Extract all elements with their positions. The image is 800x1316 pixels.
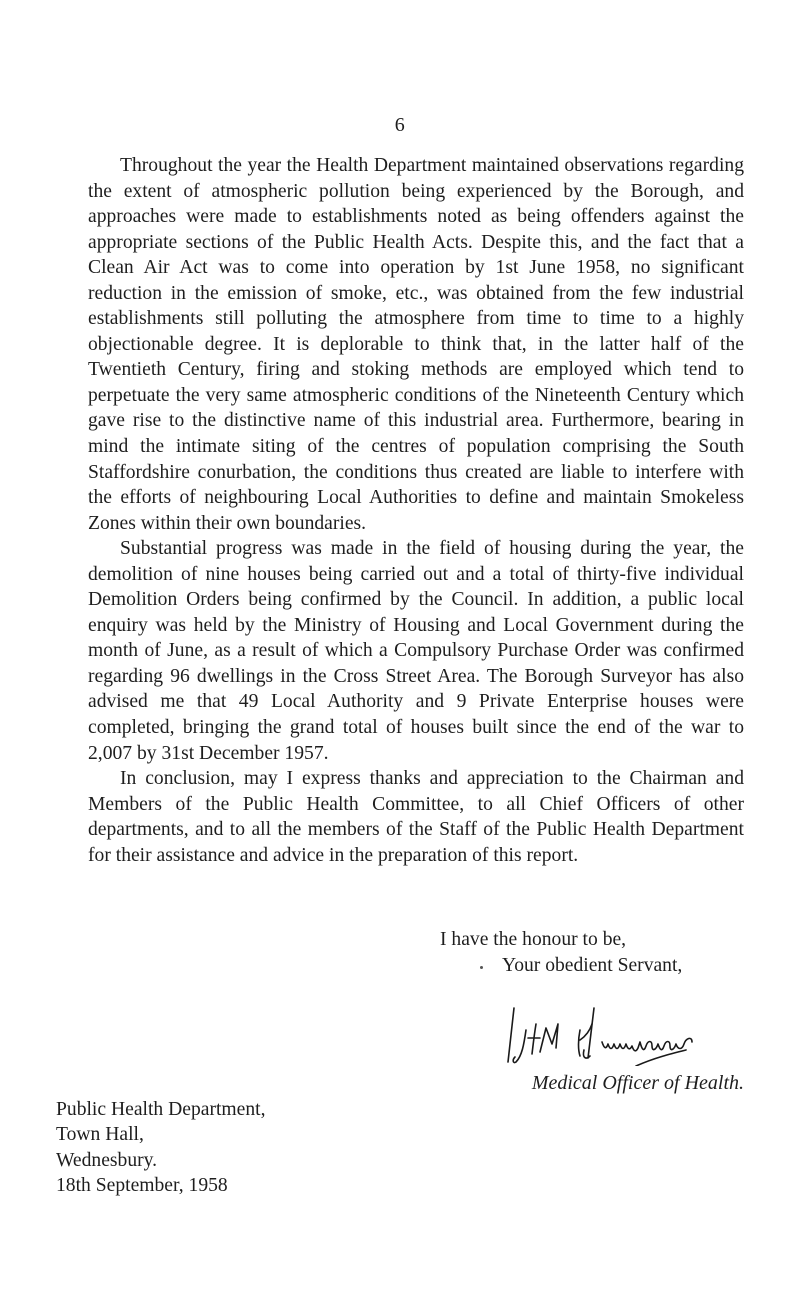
page-number: 6 [394, 114, 406, 136]
address-line-town: Wednesbury. [56, 1149, 158, 1171]
address-line-town-hall: Town Hall, [56, 1124, 144, 1146]
closing-line-honour: I have the honour to be, [440, 929, 627, 950]
letter-date: 18th September, 1958 [56, 1174, 228, 1196]
paragraph-conclusion: In conclusion, may I express thanks and appreciation to the Chairman and Members of the Public Health Committee, to all Chief Officers of other departments, and to all the members of the Staff of the Public Health Department for their assistance and advice in the preparation of this report. [88, 768, 744, 866]
handwritten-signature [506, 1000, 758, 1066]
address-line-department: Public Health Department, [56, 1099, 266, 1120]
sender-address [56, 1097, 266, 1198]
paragraph-housing: Substantial progress was made in the field of housing during the year, the demolition of nine houses being carried out and a total of thirty-five individual Demolition Orders being confirmed by the Council. In addition, a public local enquiry was held by the Ministry of Housing and Local Government during the month of June, as a result of which a Compulsory Purchase Order was confirmed regarding 96 dwellings in the Cross Street Area. The Borough Surveyor has also advised me that 49 Local Authority and 9 Private Enterprise houses were completed, bringing the grand total of houses built since the end of the war to 2,007 by 31st December 1957. [88, 538, 744, 764]
paragraph-atmospheric-pollution: Throughout the year the Health Department maintained observations regarding the extent of atmospheric pollution being experienced by the Borough, and approaches were made to establishments noted as being offenders against the appropriate sections of the Public Health Acts. Despite this, and the fact that a Clean Air Act was to come into operation by 1st June 1958, no significant reduction in the emission of smoke, etc., was obtained from the few industrial establishments still polluting the atmosphere from time to time to a highly objectionable degree. It is deplorable to think that, in the latter half of the Twentieth Century, firing and stoking methods are employed which tend to perpetuate the very same atmospheric conditions of the Nineteenth Century which gave rise to the distinctive name of this industrial area. Furthermore, bearing in mind the intimate siting of the centres of population comprising the South Staffordshire conurbation, the conditions thus created are liable to interfere with the efforts of neighbouring Local Authorities to define and maintain Smokeless Zones within their own boundaries. [88, 155, 744, 534]
report-body [88, 153, 744, 868]
closing-line-servant: Your obedient Servant, [502, 955, 683, 976]
signature-caption: Medical Officer of Health. [531, 1072, 744, 1094]
